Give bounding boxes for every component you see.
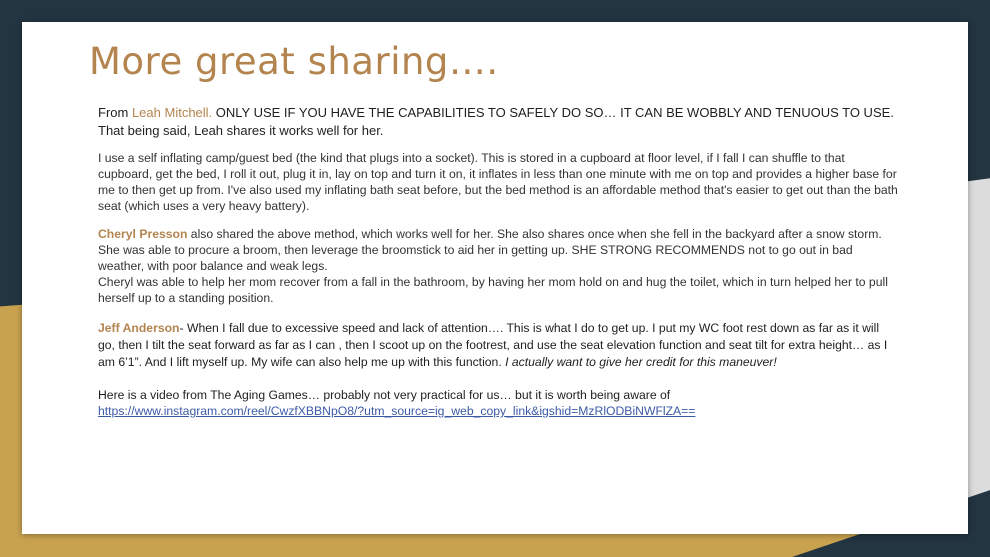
video-text: Here is a video from The Aging Games… probably not very practical for us… but it is worth being aware of (98, 388, 671, 402)
cheryl-text-1: also shared the above method, which works well for her. She also shares once when she fell in the backyard after a snow storm. She was able to procure a broom, then leverage the broomstick to aid her in getting up. SHE STRONG RECOMMENDS not to go out in bad weather, with poor balance and weak legs. (98, 227, 882, 273)
cheryl-text-2: Cheryl was able to help her mom recover from a fall in the bathroom, by having her mom hold on and hug the toilet, which in turn helped her to pull herself up to a standing position. (98, 275, 888, 305)
leah-note: ONLY USE IF YOU HAVE THE CAPABILITIES TO SAFELY DO SO… IT CAN BE WOBBLY AND TENUOUS TO USE. That being said, Leah shares it works well for her. (98, 105, 894, 138)
leah-intro (98, 104, 898, 140)
cheryl-name: Cheryl Presson (98, 227, 188, 241)
jeff-section (98, 320, 898, 371)
jeff-italic-text: I actually want to give her credit for this maneuver! (505, 355, 777, 369)
video-section (98, 387, 898, 419)
jeff-text: - When I fall due to excessive speed and lack of attention…. This is what I do to get up. I put my WC foot rest down as far as it will go, then I tilt the seat forward as far as I can , then I scoot up on the footrest, and use the seat elevation function and seat tilt for extra height… as I am 6’1”. And I lift myself up. My wife can also help me up with this function. (98, 321, 888, 369)
slide (22, 22, 968, 534)
instagram-link[interactable]: https://www.instagram.com/reel/CwzfXBBNpO8/?utm_source=ig_web_copy_link&igshid=MzRlODBiNWFlZA== (98, 404, 696, 418)
leah-prefix: From (98, 105, 132, 120)
slide-title: More great sharing…. (89, 40, 499, 83)
leah-body: I use a self inflating camp/guest bed (the kind that plugs into a socket). This is stored in a cupboard at floor level, if I fall I can shuffle to that cupboard, get the bed, I roll it out, plug it in, lay on top and turn it on, it inflates in less than one minute with me on top and provides a higher base for me to then get up from. I've also used my inflating bath seat before, but the bed method is an affordable method that's easier to get out than the bath seat (which uses a very heavy battery). (98, 151, 898, 213)
slide-content (98, 104, 898, 419)
leah-name: Leah Mitchell. (131, 105, 216, 120)
jeff-name: Jeff Anderson (98, 321, 180, 335)
cheryl-section (98, 226, 898, 306)
